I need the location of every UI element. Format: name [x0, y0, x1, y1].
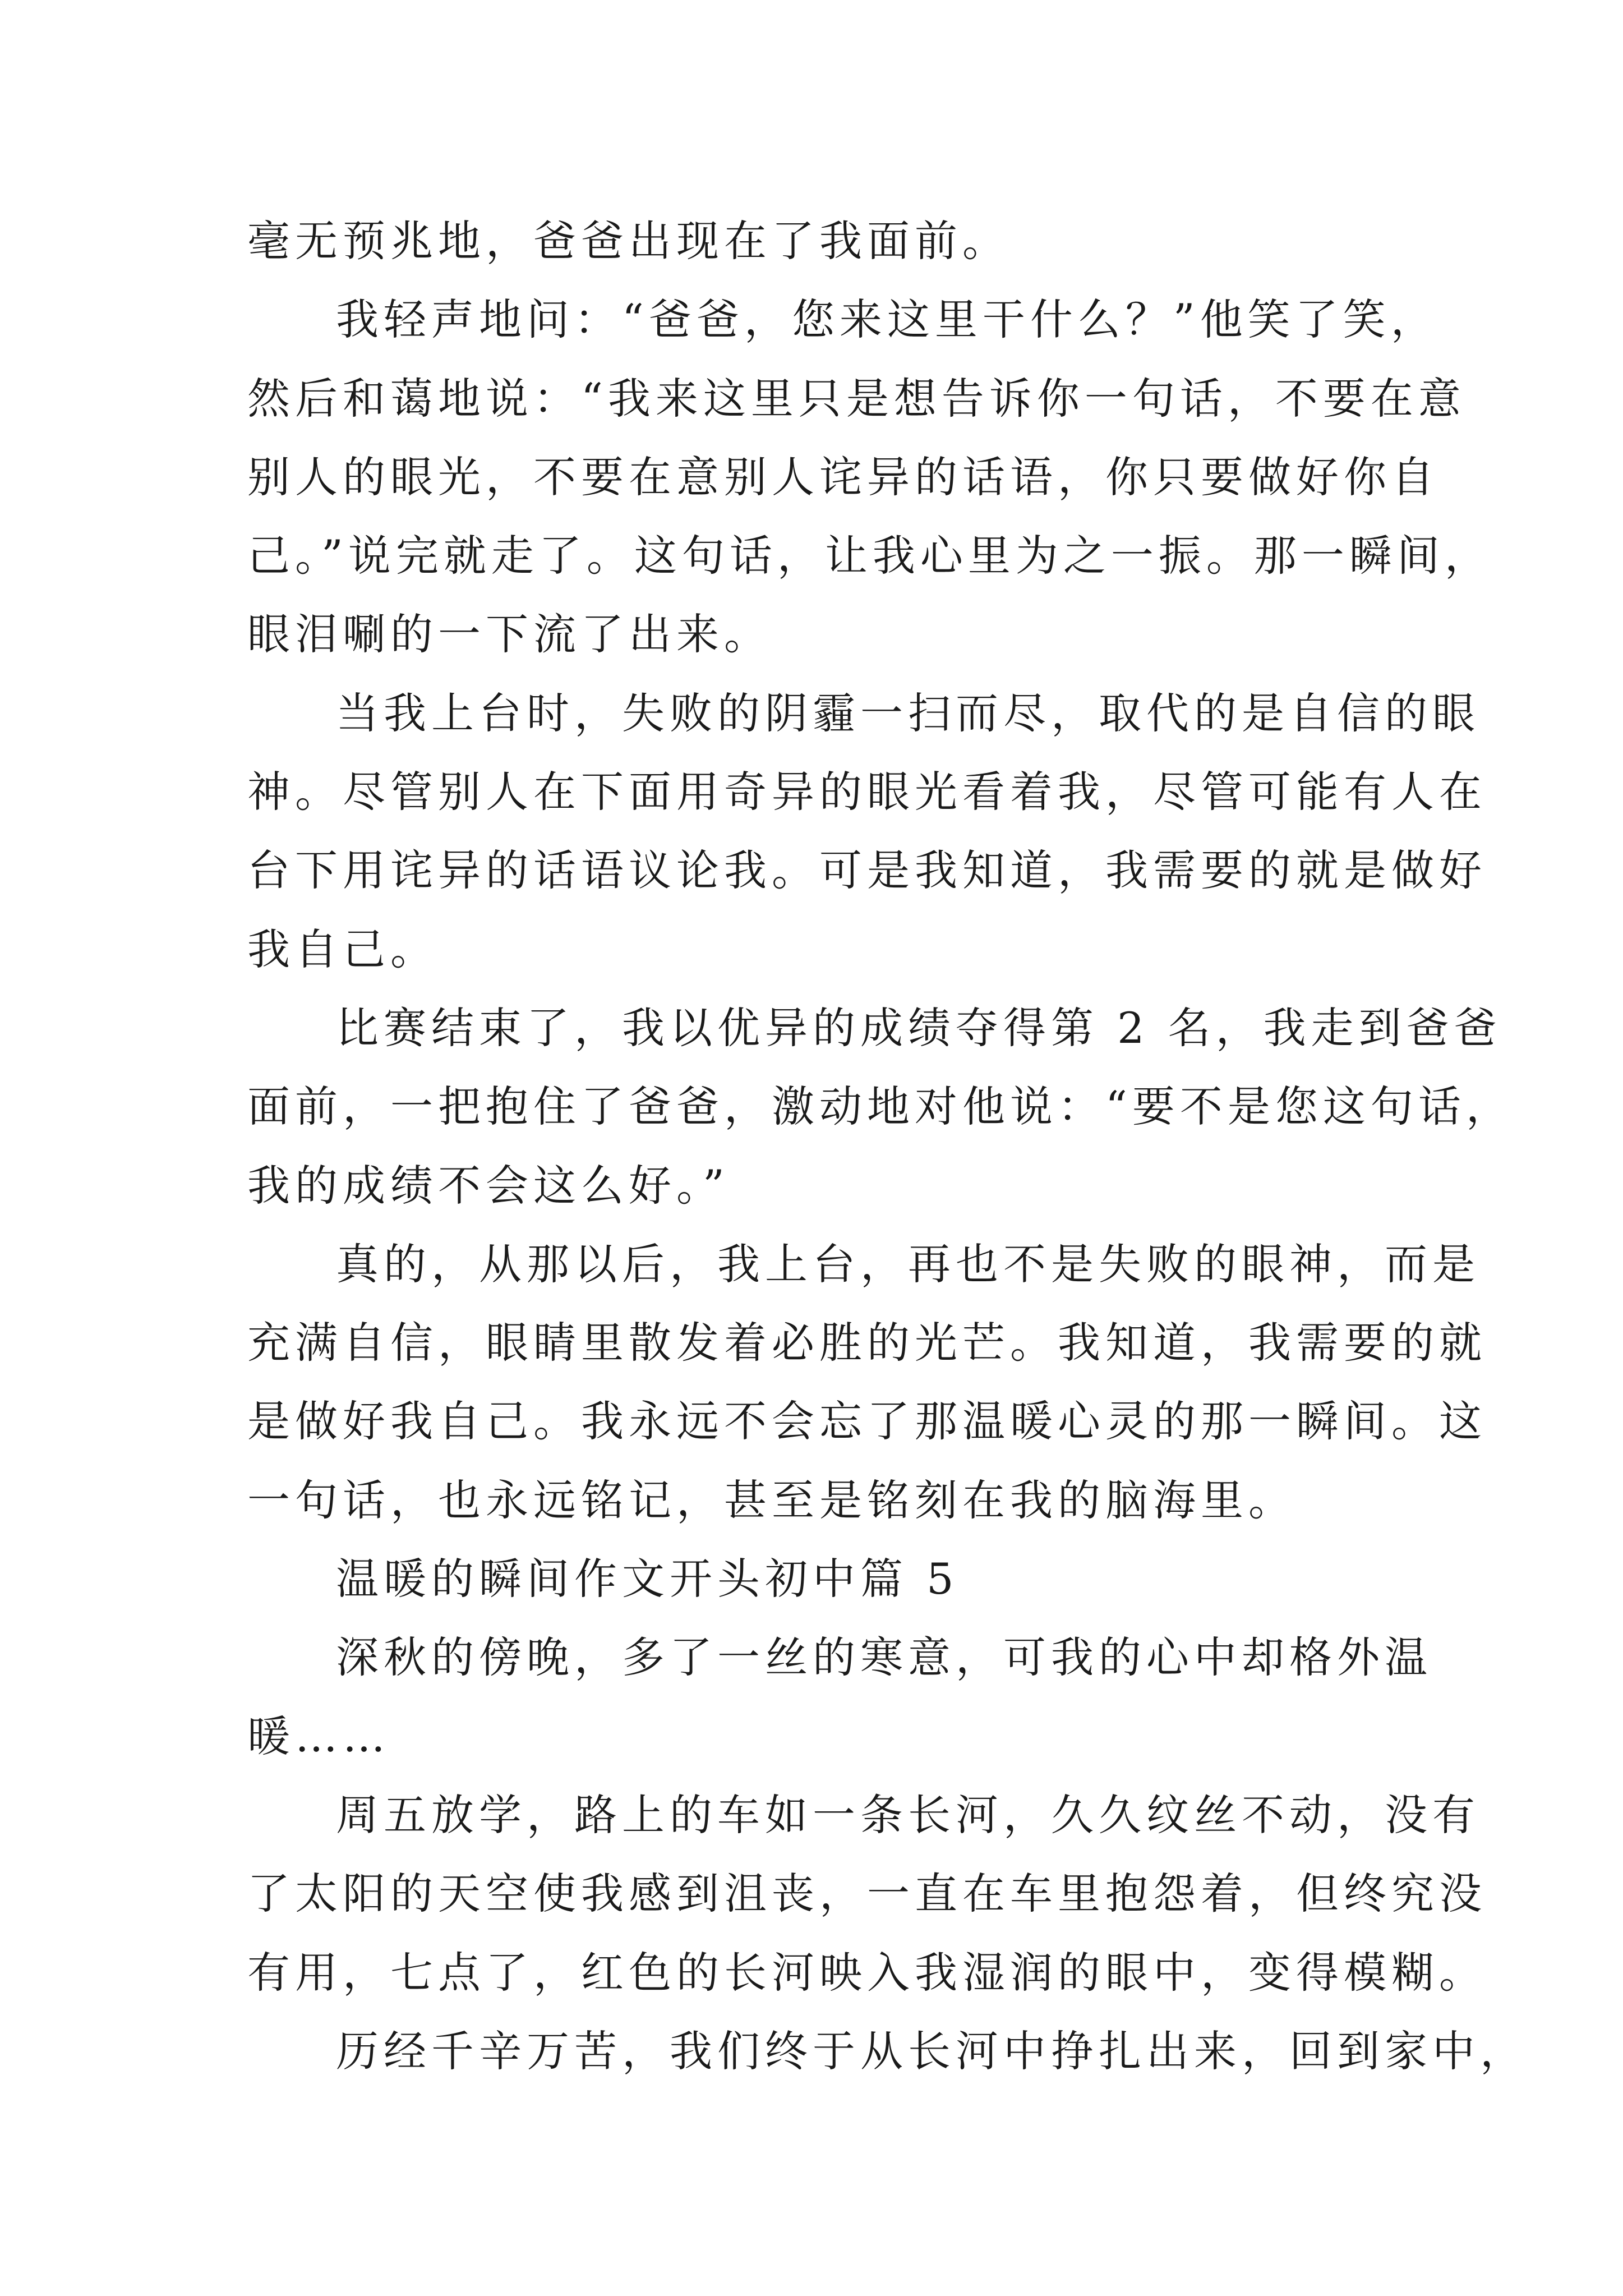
- text-line: 面前，一把抱住了爸爸，激动地对他说：“要不是您这句话，: [247, 1082, 1514, 1132]
- section-heading: 温暖的瞬间作文开头初中篇 5: [336, 1554, 959, 1604]
- document-body: [247, 202, 1528, 2091]
- text-line: 神。尽管别人在下面用奇异的眼光看着我，尽管可能有人在: [247, 767, 1487, 817]
- text-line: 充满自信，眼睛里散发着必胜的光芒。我知道，我需要的就: [247, 1318, 1487, 1368]
- text-line: 然后和蔼地说：“我来这里只是想告诉你一句话，不要在意: [247, 373, 1466, 424]
- text-line: 了太阳的天空使我感到沮丧，一直在车里抱怨着，但终究没: [247, 1869, 1487, 1919]
- text-line: 我轻声地问：“爸爸，您来这里干什么？”他笑了笑，: [336, 295, 1438, 345]
- text-line: 有用，七点了，红色的长河映入我湿润的眼中，变得模糊。: [247, 1947, 1487, 1998]
- text-line: 周五放学，路上的车如一条长河，久久纹丝不动，没有: [336, 1789, 1480, 1840]
- text-line: 眼泪唰的一下流了出来。: [247, 609, 772, 660]
- text-line: 毫无预兆地，爸爸出现在了我面前。: [247, 216, 1010, 266]
- text-line: 我的成绩不会这么好。”: [247, 1160, 730, 1211]
- text-line: 我自己。: [247, 924, 438, 974]
- text-line: 暖……: [247, 1711, 390, 1761]
- text-line: 台下用诧异的话语议论我。可是我知道，我需要的就是做好: [247, 845, 1487, 896]
- text-line: 当我上台时，失败的阴霾一扫而尽，取代的是自信的眼: [336, 688, 1480, 738]
- text-line: 历经千辛万苦，我们终于从长河中挣扎出来，回到家中，: [336, 2026, 1528, 2076]
- text-line: 是做好我自己。我永远不会忘了那温暖心灵的那一瞬间。这: [247, 1396, 1487, 1447]
- text-line: 比赛结束了，我以优异的成绩夺得第 2 名，我走到爸爸: [336, 1002, 1502, 1053]
- text-line: 一句话，也永远铭记，甚至是铭刻在我的脑海里。: [247, 1475, 1296, 1525]
- text-line: 己。”说完就走了。这句话，让我心里为之一振。那一瞬间，: [247, 531, 1492, 581]
- text-line: 真的，从那以后，我上台，再也不是失败的眼神，而是: [336, 1239, 1480, 1289]
- text-line: 别人的眼光，不要在意别人诧异的话语，你只要做好你自: [247, 452, 1439, 502]
- text-line: 深秋的傍晚，多了一丝的寒意，可我的心中却格外温: [336, 1632, 1432, 1683]
